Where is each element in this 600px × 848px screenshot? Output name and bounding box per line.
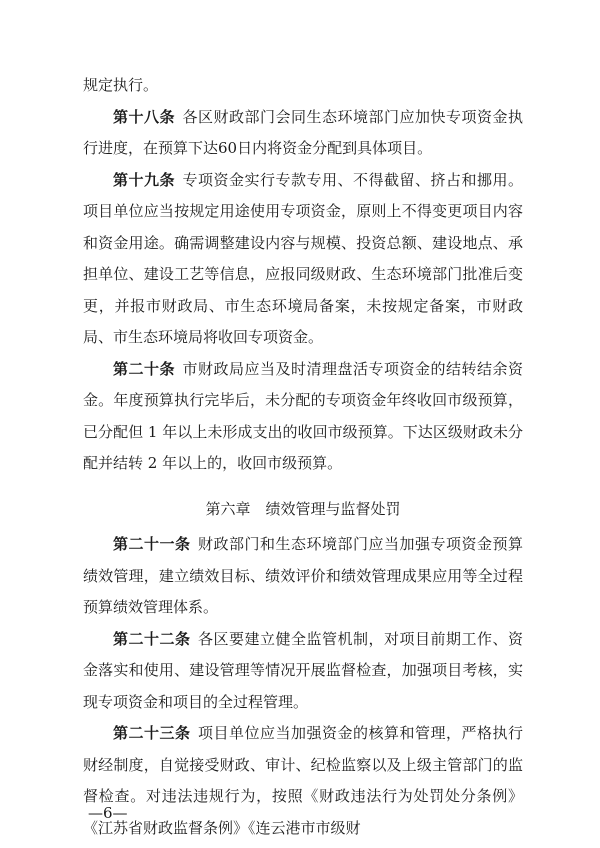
chapter-title: 绩效管理与监督处罚 bbox=[265, 499, 401, 518]
continuation-paragraph: 规定执行。 bbox=[83, 76, 159, 94]
article-heading: 第二十条 bbox=[113, 359, 175, 378]
article-heading: 第十八条 bbox=[113, 107, 175, 126]
page-number: —6— bbox=[88, 804, 128, 822]
article-heading: 第二十一条 bbox=[113, 535, 191, 553]
article-text: 专项资金实行专款专用、不得截留、挤占和挪用。项目单位应当按规定用途使用专项资金，原则上不得变更项目内容和资金用途。确需调整建设内容与规模、投资总额、建设地点、承担单位、建设工艺等信息，应报同级财政、生态环境部门批准后变更，并报市财政局、市生态环境局备案，未按规定备案，市财政局、市生态环境局将收回专项资金。 bbox=[83, 170, 523, 346]
article-20 bbox=[83, 354, 523, 480]
article-18 bbox=[83, 102, 523, 165]
article-text: 各区要建立健全监管机制，对项目前期工作、资金落实和使用、建设管理等情况开展监督检查，加强项目考核，实现专项资金和项目的全过程管理。 bbox=[83, 629, 523, 711]
article-22 bbox=[83, 624, 523, 719]
article-text: 财政部门和生态环境部门应当加强专项资金预算绩效管理，建立绩效目标、绩效评价和绩效管理成果应用等全过程预算绩效管理体系。 bbox=[83, 535, 523, 616]
article-23 bbox=[83, 718, 523, 844]
chapter-number: 第六章 bbox=[205, 499, 251, 518]
article-19 bbox=[83, 165, 523, 354]
article-heading: 第二十三条 bbox=[113, 724, 191, 742]
article-text: 各区财政部门会同生态环境部门应加快专项资金执行进度，在预算下达60日内将资金分配到具体项目。 bbox=[83, 107, 523, 157]
article-21 bbox=[83, 529, 523, 624]
article-heading: 第二十二条 bbox=[113, 629, 191, 648]
article-text: 项目单位应当加强资金的核算和管理，严格执行财经制度，自觉接受财政、审计、纪检监察以及上级主管部门的监督检查。对违法违规行为，按照《财政违法行为处罚处分条例》《江苏省财政监督条例》《连云港市市级财 bbox=[83, 724, 523, 837]
article-heading: 第十九条 bbox=[113, 170, 175, 189]
article-text: 市财政局应当及时清理盘活专项资金的结转结余资金。年度预算执行完毕后，未分配的专项资金年终收回市级预算，已分配但 1 年以上未形成支出的收回市级预算。下达区级财政未分配并结转 2 年以上的，收回市级预算。 bbox=[83, 359, 523, 472]
chapter-heading bbox=[83, 494, 523, 526]
document-body bbox=[83, 70, 523, 844]
